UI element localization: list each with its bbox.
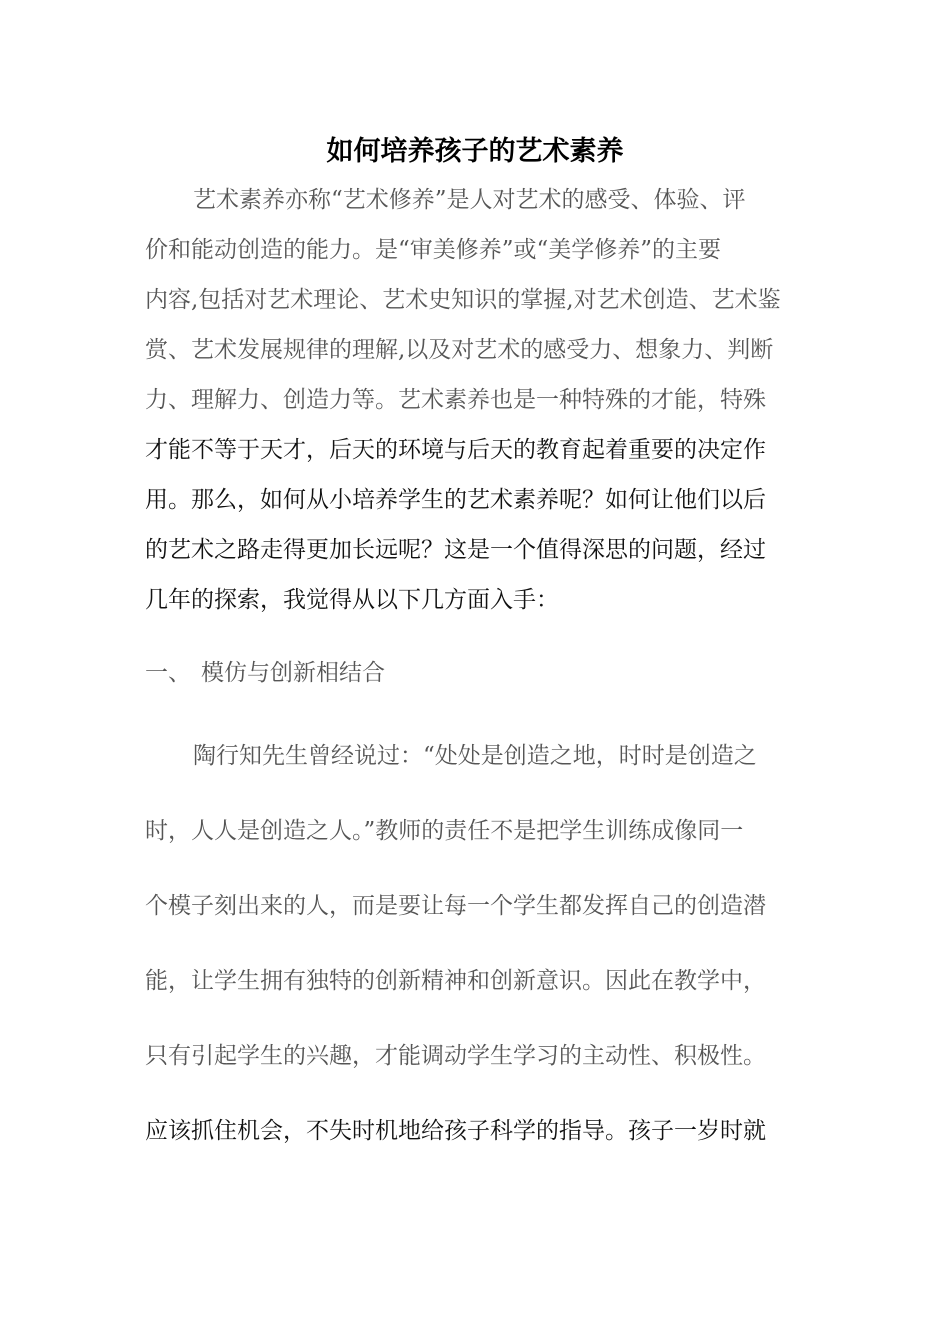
section-1-line-2: 时，人人是创造之人。”教师的责任不是把学生训练成像同一	[145, 818, 744, 844]
intro-line-9: 几年的探索，我觉得从以下几方面入手：	[145, 587, 559, 613]
intro-line-4: 赏、艺术发展规律的理解,以及对艺术的感受力、想象力、判断	[145, 337, 774, 363]
section-1-line-6: 应该抓住机会，不失时机地给孩子科学的指导。孩子一岁时就	[145, 1118, 766, 1144]
intro-line-3: 内容,包括对艺术理论、艺术史知识的掌握,对艺术创造、艺术鉴	[145, 287, 781, 313]
intro-line-1: 艺术素养亦称“艺术修养”是人对艺术的感受、体验、评	[193, 187, 746, 213]
intro-line-2: 价和能动创造的能力。是“审美修养”或“美学修养”的主要	[145, 237, 722, 263]
section-1-line-3: 个模子刻出来的人，而是要让每一个学生都发挥自己的创造潜	[145, 893, 766, 919]
section-1-heading: 模仿与创新相结合	[201, 660, 385, 686]
section-1-line-1: 陶行知先生曾经说过：“处处是创造之地，时时是创造之	[193, 743, 757, 769]
intro-line-8: 的艺术之路走得更加长远呢？这是一个值得深思的问题，经过	[145, 537, 766, 563]
intro-line-6: 才能不等于天才，后天的环境与后天的教育起着重要的决定作	[145, 437, 766, 463]
intro-line-7: 用。那么，如何从小培养学生的艺术素养呢？如何让他们以后	[145, 487, 766, 513]
intro-line-5: 力、理解力、创造力等。艺术素养也是一种特殊的才能，特殊	[145, 387, 766, 413]
section-1-line-5: 只有引起学生的兴趣，才能调动学生学习的主动性、积极性。	[145, 1043, 766, 1069]
section-1-line-4: 能，让学生拥有独特的创新精神和创新意识。因此在教学中，	[145, 968, 766, 994]
document-title: 如何培养孩子的艺术素养	[326, 136, 624, 167]
section-1-number: 一、	[145, 660, 191, 686]
